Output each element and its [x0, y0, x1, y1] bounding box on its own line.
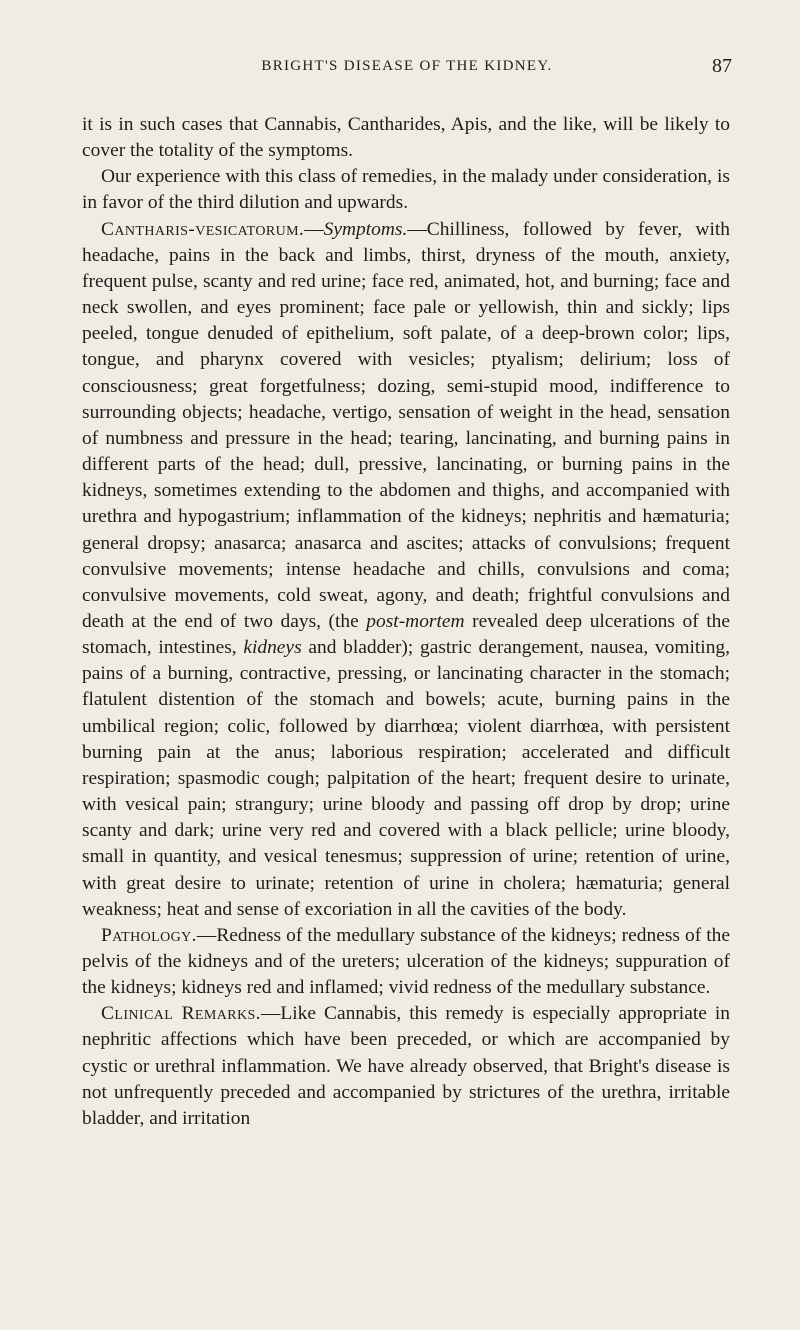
symptoms-text-a: —Chilliness, followed by fever, with headache, pains in the back and limbs, thirst, dryness of the mouth, anxiety, frequent pulse, scanty and red urine; face red, animated, hot, and burning; face and neck swollen, and eyes prominent; face pale or yellowish, thin and sickly; lips peeled, tongue denuded of epithelium, soft palate, of a deep-brown color; lips, tongue, and pharynx covered with vesicles; ptyalism; delirium; loss of consciousness; great forgetfulness; dozing, semi-stupid mood, indifference to surrounding objects; headache, vertigo, sensation of weight in the head, sensation of numbness and pressure in the head; tearing, lancinating, and burning pains in different parts of the head; dull, pressive, lancinating, or burning pains in the kidneys, sometimes extending to the abdomen and thighs, and accompanied with urethra and hypogastrium; inflammation of the kidneys; nephritis and hæmaturia; general dropsy; anasarca; anasarca and ascites; attacks of convulsions; frequent convulsive movements; intense headache and chills, convulsions and coma; convulsive movements, cold sweat, agony, and death; frightful convulsions and death at the end of two days, (the	[82, 218, 730, 632]
page-number: 87	[712, 55, 732, 77]
symptoms-italic-post-mortem: post-mortem	[366, 610, 465, 632]
clinical-remarks-text: —Like Cannabis, this remedy is especially appropriate in nephritic affections which have been preceded, or which are accompanied by cystic or urethral inflammation. We have already observed, that Bright's disease is not unfrequently preceded and accompanied by strictures of the urethra, irritable bladder, and irritation	[82, 1003, 730, 1129]
symptoms-text-b: revealed deep ulcerations of the stomach, intestines,	[82, 610, 730, 659]
paragraph-pathology	[82, 923, 730, 1001]
symptoms-text-c: and bladder); gastric derangement, nausea, vomiting, pains of a burning, contractive, pressing, or lancinating character in the stomach; flatulent distention of the stomach and bowels; acute, burning pains in the umbilical region; colic, followed by diarrhœa; violent diarrhœa, with persistent burning pain at the anus; laborious respiration; accelerated and difficult respiration; spasmodic cough; palpitation of the heart; frequent desire to urinate, with vesical pain; strangury; urine bloody and passing off drop by drop; urine scanty and dark; urine very red and covered with a black pellicle; urine bloody, small in quantity, and vesical tenesmus; suppression of urine; retention of urine, with great desire to urinate; retention of urine in cholera; hæmaturia; general weakness; heat and sense of excoriation in all the cavities of the body.	[82, 637, 730, 920]
paragraph-dilution: Our experience with this class of remedies, in the malady under consideration, is in favor of the third dilution and upwards.	[82, 166, 730, 214]
paragraph-clinical-remarks	[82, 1001, 730, 1132]
paragraph-cantharis-symptoms	[82, 217, 730, 923]
heading-dash: —	[304, 218, 324, 240]
body-text	[82, 112, 730, 1132]
remedy-heading: Cantharis-vesicatorum.	[101, 218, 305, 240]
paragraph-continuation: it is in such cases that Cannabis, Cantharides, Apis, and the like, will be likely to cover the totality of the symptoms.	[82, 114, 730, 162]
running-title: BRIGHT'S DISEASE OF THE KIDNEY.	[261, 58, 553, 74]
pathology-text: —Redness of the medullary substance of the kidneys; redness of the pelvis of the kidneys and of the ureters; ulceration of the kidneys; suppuration of the kidneys; kidneys red and inflamed; vivid redness of the medullary substance.	[82, 924, 730, 999]
symptoms-subheading: Symptoms.	[323, 218, 408, 240]
clinical-remarks-heading: Clinical Remarks.	[101, 1003, 261, 1025]
running-head	[82, 55, 732, 86]
pathology-heading: Pathology.	[101, 924, 197, 946]
symptoms-italic-kidneys: kidneys	[243, 637, 302, 659]
